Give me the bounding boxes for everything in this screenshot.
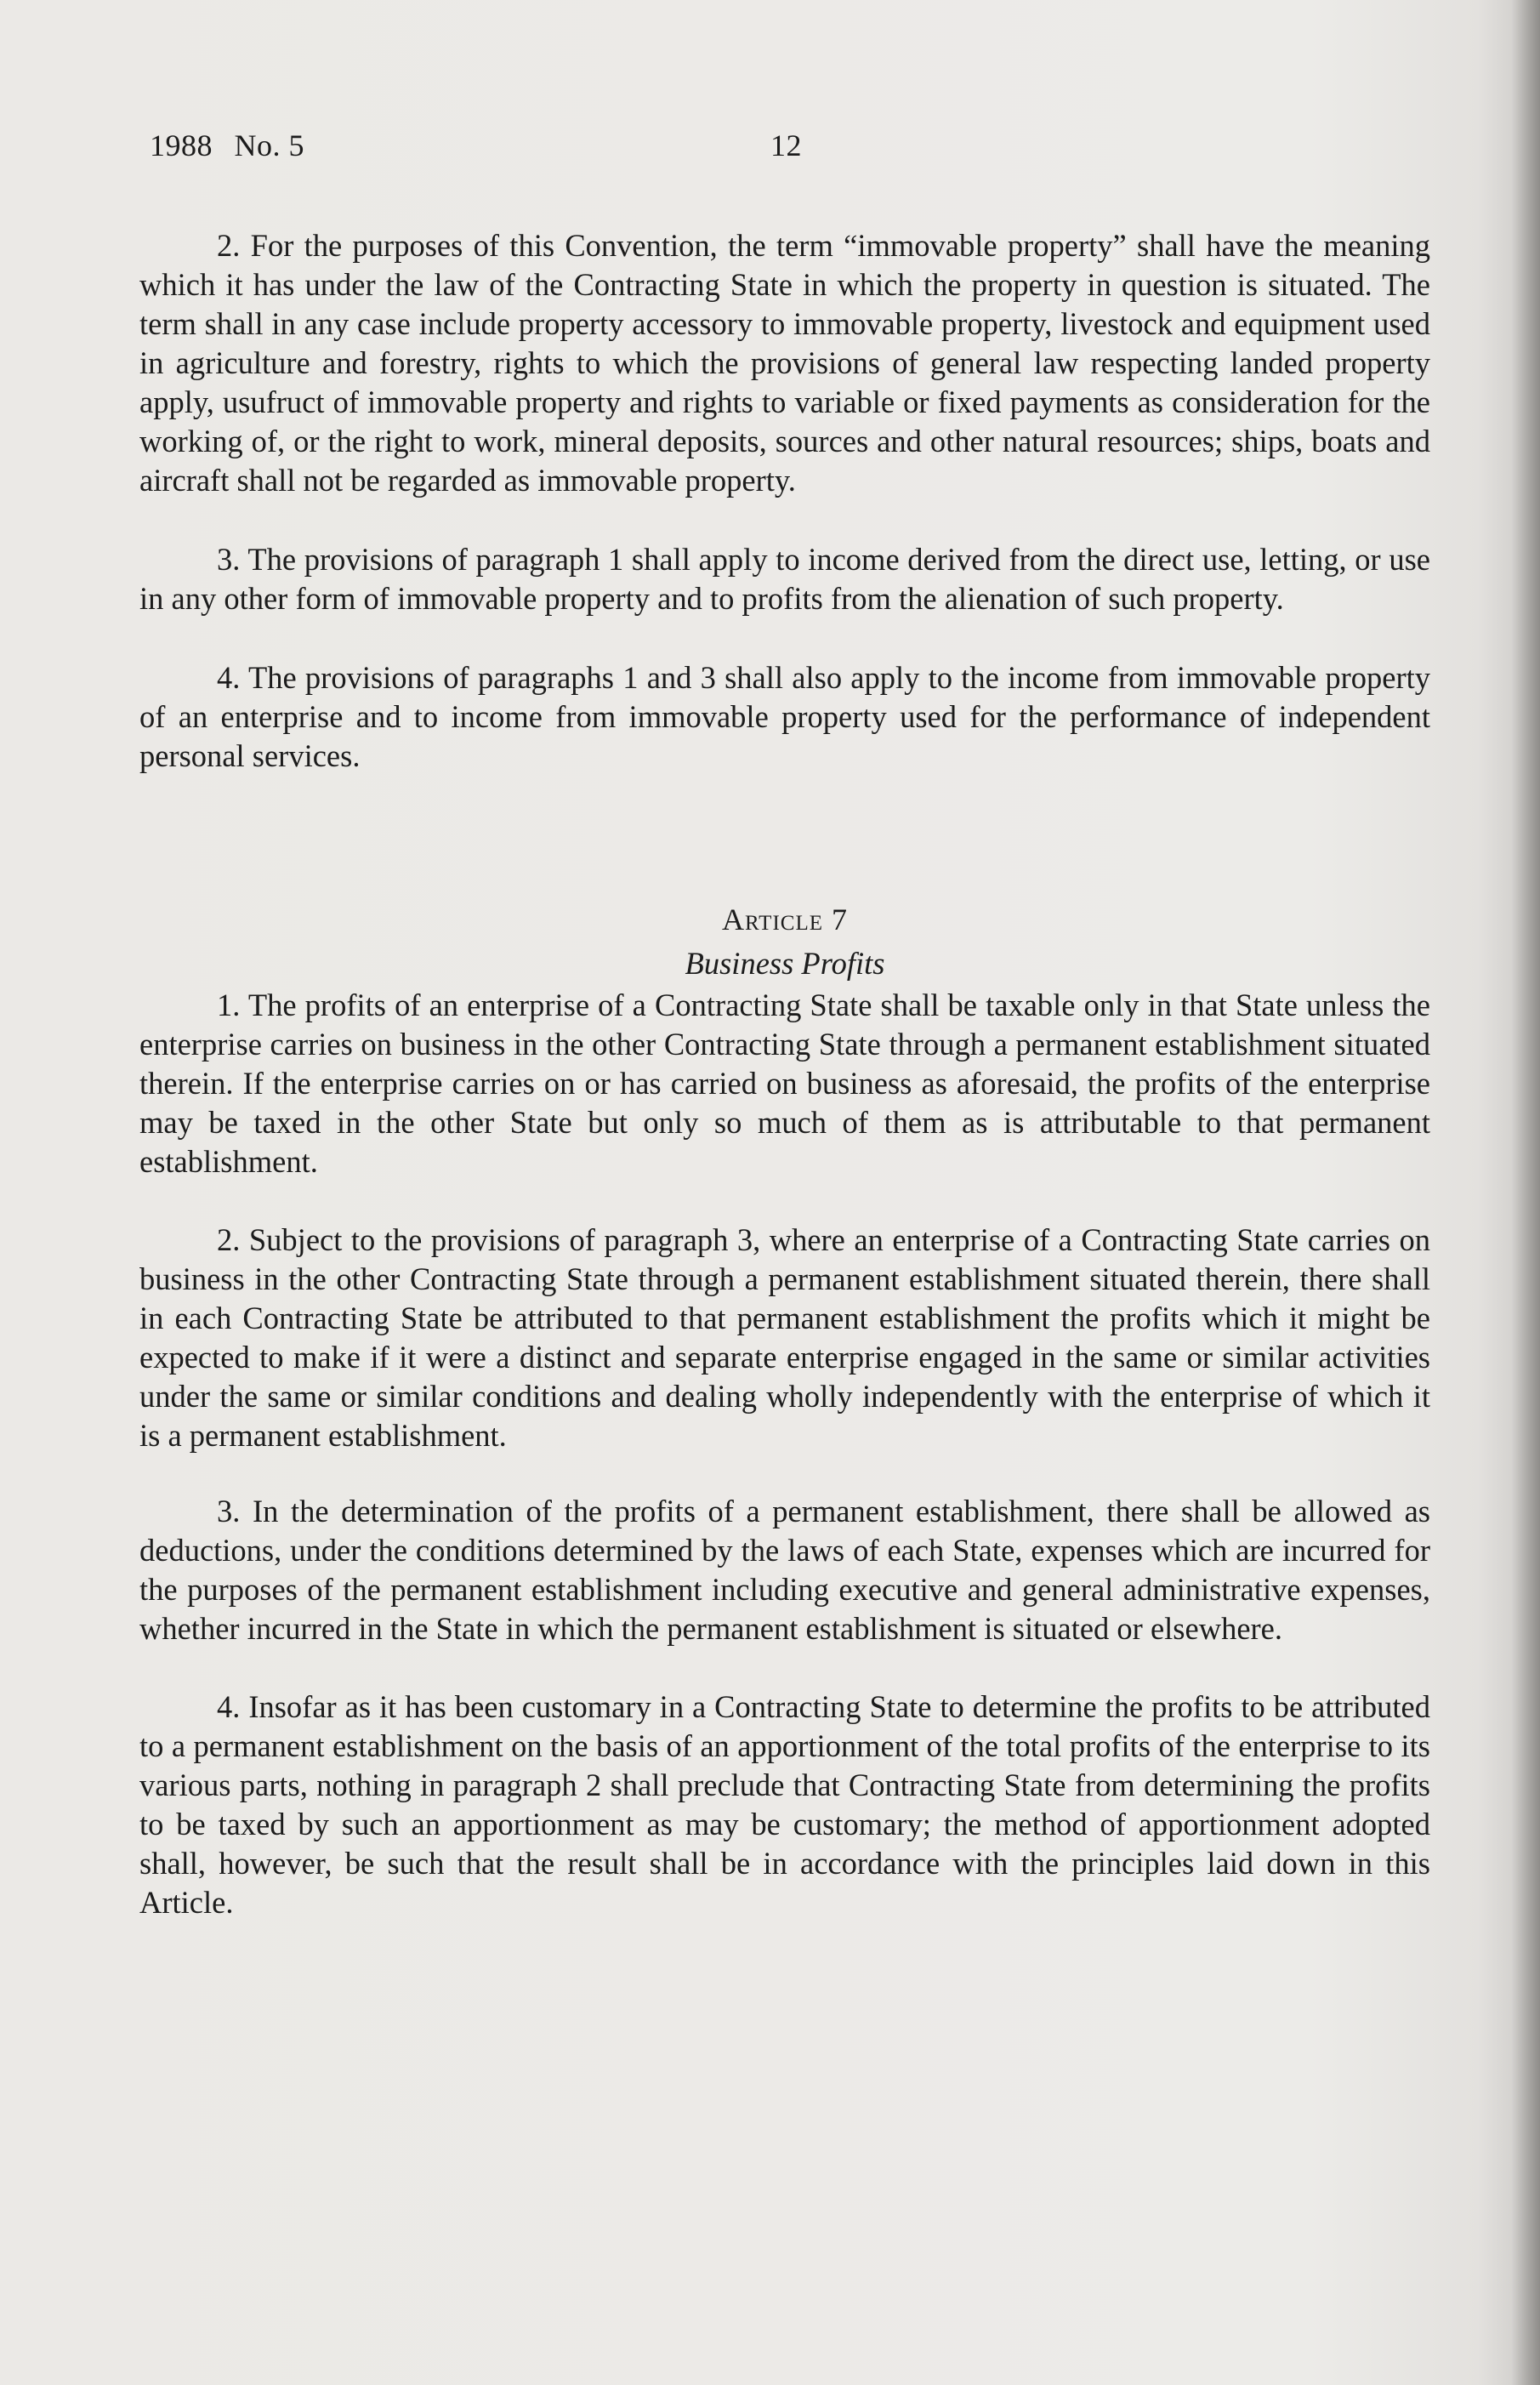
paragraph-2-immovable-property: 2. For the purposes of this Convention, the term “immovable property” shall have the meaning which it has under the law of the Contracting State in which the property in question is situated. The term shall in any case include property accessory to immovable property, livestock and equipment used in agriculture and forestry, rights to which the provisions of general law respecting landed property apply, usufruct of immovable property and rights to variable or fixed payments as consideration for the working of, or the right to work, mineral deposits, sources and other natural resources; ships, boats and aircraft shall not be regarded as immovable property. (139, 228, 1430, 498)
header-year: 1988 (150, 128, 213, 162)
page-number: 12 (770, 128, 802, 162)
article-paragraph-3: 3. In the determination of the profits of a permanent establishment, there shall be allowed as deductions, under the conditions determined by the laws of each State, expenses which are incurred for the purposes of the permanent establishment including executive and general administrative expenses, whether incurred in the State in which the permanent establishment is situated or elsewhere. (139, 1494, 1430, 1646)
article-title: Business Profits (685, 946, 885, 981)
article-paragraph-2: 2. Subject to the provisions of paragraph 3, where an enterprise of a Contracting State carries on business in the other Contracting State through a permanent establishment situated therein, there shall in each Contracting State be attributed to that permanent establishment the profits which it might be expected to make if it were a distinct and separate enterprise engaged in the same or similar activities under the same or similar conditions and dealing wholly independently with the enterprise of which it is a permanent establishment. (139, 1222, 1430, 1453)
article-paragraph-4: 4. Insofar as it has been customary in a Contracting State to determine the profits to be attributed to a permanent establishment on the basis of an apportionment of the total profits of the enterprise to its various parts, nothing in paragraph 2 shall preclude that Contracting State from determining the profits to be taxed by such an apportionment as may be customary; the method of apportionment adopted shall, however, be such that the result shall be in accordance with the principles laid down in this Article. (139, 1689, 1430, 1920)
book-spine-shadow (1511, 0, 1540, 2385)
page-header (150, 128, 802, 163)
article-paragraph-1: 1. The profits of an enterprise of a Contracting State shall be taxable only in that State unless the enterprise carries on business in the other Contracting State through a permanent establishment situated therein. If the enterprise carries on or has carried on business as aforesaid, the profits of the enterprise may be taxed in the other State but only so much of them as is attributable to that permanent establishment. (139, 988, 1430, 1179)
article-heading (139, 900, 1430, 939)
article-heading-text: Article 7 (722, 902, 848, 936)
paragraph-3-immovable-property: 3. The provisions of paragraph 1 shall apply to income derived from the direct use, letting, or use in any other form of immovable property and to profits from the alienation of such property. (139, 542, 1430, 616)
header-issue-number: No. 5 (234, 128, 304, 162)
page-body (139, 226, 1430, 1922)
paragraph-4-immovable-property: 4. The provisions of paragraphs 1 and 3 shall also apply to the income from immovable property of an enterprise and to income from immovable property used for the performance of independent personal services. (139, 660, 1430, 773)
